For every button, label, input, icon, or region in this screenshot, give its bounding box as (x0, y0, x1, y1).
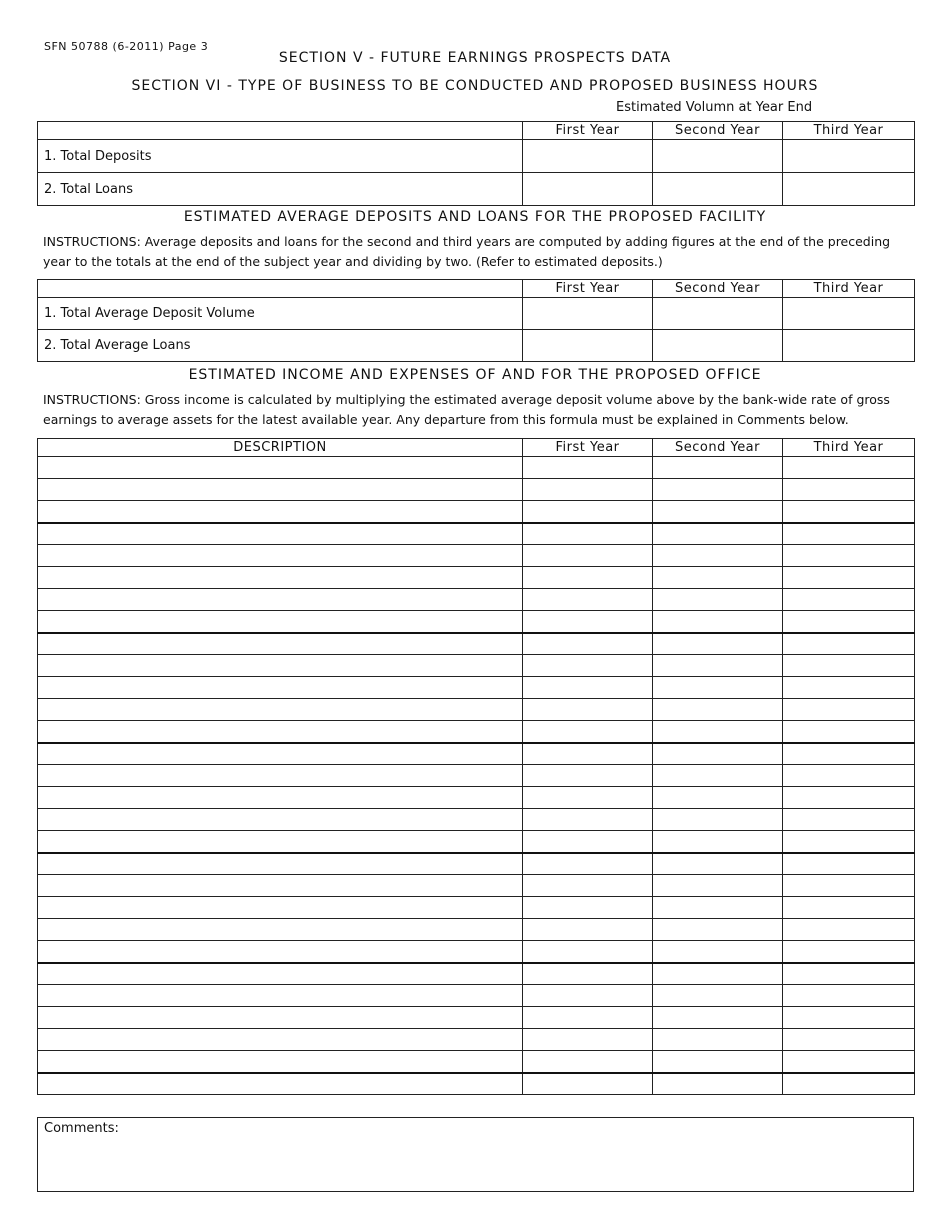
third-year-field[interactable] (783, 457, 915, 479)
description-field[interactable] (38, 677, 523, 699)
first-year-field[interactable] (523, 633, 653, 655)
third-year-field[interactable] (783, 655, 915, 677)
first-year-field[interactable] (523, 1007, 653, 1029)
third-year-field[interactable] (783, 875, 915, 897)
description-field[interactable] (38, 853, 523, 875)
third-year-field[interactable] (783, 985, 915, 1007)
description-field[interactable] (38, 831, 523, 853)
description-field[interactable] (38, 875, 523, 897)
first-year-field[interactable] (523, 941, 653, 963)
second-year-field[interactable] (653, 963, 783, 985)
description-field[interactable] (38, 919, 523, 941)
description-field[interactable] (38, 545, 523, 567)
first-year-field[interactable] (523, 567, 653, 589)
second-year-field[interactable] (653, 721, 783, 743)
income-section-title: ESTIMATED INCOME AND EXPENSES OF AND FOR THE PROPOSED OFFICE (188, 367, 762, 383)
second-year-field[interactable] (653, 853, 783, 875)
third-year-field[interactable] (783, 677, 915, 699)
header-description: DESCRIPTION (38, 439, 523, 457)
third-year-field[interactable] (783, 567, 915, 589)
avg-instructions: INSTRUCTIONS: Average deposits and loans for the second and third years are computed by adding figures at the end of the preceding year to the totals at the end of the subject year and dividing by two. (Refer to estimated deposits.) (43, 234, 891, 269)
header-blank (38, 280, 523, 298)
third-year-field[interactable] (783, 853, 915, 875)
third-year-field[interactable] (783, 831, 915, 853)
table-row (38, 1029, 915, 1051)
table-row (38, 699, 915, 721)
table-row (38, 479, 915, 501)
second-year-field[interactable] (653, 875, 783, 897)
third-year-field[interactable] (783, 633, 915, 655)
second-year-field[interactable] (653, 479, 783, 501)
row-label-avg-deposit-volume: 1. Total Average Deposit Volume (38, 298, 523, 330)
header-first-year: First Year (523, 122, 653, 140)
comments-label: Comments: (44, 1121, 119, 1136)
description-field[interactable] (38, 501, 523, 523)
table-row (38, 523, 915, 545)
second-year-field[interactable] (653, 589, 783, 611)
second-year-field[interactable] (653, 765, 783, 787)
second-year-field[interactable] (653, 787, 783, 809)
second-year-field[interactable] (653, 743, 783, 765)
description-field[interactable] (38, 523, 523, 545)
table-row (38, 589, 915, 611)
third-year-field[interactable] (783, 523, 915, 545)
second-year-field[interactable] (653, 1051, 783, 1073)
table-row (38, 963, 915, 985)
row-label-total-loans: 2. Total Loans (38, 173, 523, 206)
avg-loans-second-year-field[interactable] (653, 330, 783, 362)
third-year-field[interactable] (783, 919, 915, 941)
table-row (38, 985, 915, 1007)
first-year-field[interactable] (523, 919, 653, 941)
table-row (38, 875, 915, 897)
table-row (38, 743, 915, 765)
first-year-field[interactable] (523, 787, 653, 809)
third-year-field[interactable] (783, 1007, 915, 1029)
first-year-field[interactable] (523, 457, 653, 479)
total-deposits-third-year-field[interactable] (783, 140, 915, 173)
header-second-year: Second Year (653, 439, 783, 457)
third-year-field[interactable] (783, 1073, 915, 1095)
first-year-field[interactable] (523, 589, 653, 611)
first-year-field[interactable] (523, 479, 653, 501)
table-row (38, 1051, 915, 1073)
description-field[interactable] (38, 743, 523, 765)
first-year-field[interactable] (523, 721, 653, 743)
table-row (38, 1073, 915, 1095)
description-field[interactable] (38, 1029, 523, 1051)
comments-box[interactable] (37, 1117, 914, 1192)
income-instructions: INSTRUCTIONS: Gross income is calculated by multiplying the estimated average deposit volume above by the bank-wide rate of gross earnings to average assets for the latest available year. Any departure from this formula must be explained in Comments below. (43, 392, 890, 427)
table-row (38, 545, 915, 567)
third-year-field[interactable] (783, 743, 915, 765)
description-field[interactable] (38, 963, 523, 985)
volume-table (37, 121, 915, 206)
avg-deposit-third-year-field[interactable] (783, 298, 915, 330)
third-year-field[interactable] (783, 1051, 915, 1073)
header-first-year: First Year (523, 439, 653, 457)
table-row (38, 831, 915, 853)
description-field[interactable] (38, 721, 523, 743)
description-field[interactable] (38, 809, 523, 831)
first-year-field[interactable] (523, 765, 653, 787)
table-row (38, 765, 915, 787)
first-year-field[interactable] (523, 1051, 653, 1073)
first-year-field[interactable] (523, 743, 653, 765)
first-year-field[interactable] (523, 831, 653, 853)
header-second-year: Second Year (653, 122, 783, 140)
header-second-year: Second Year (653, 280, 783, 298)
section-v-title: SECTION V - FUTURE EARNINGS PROSPECTS DATA (278, 50, 672, 66)
first-year-field[interactable] (523, 1029, 653, 1051)
first-year-field[interactable] (523, 1073, 653, 1095)
income-expense-table (37, 438, 915, 1095)
table-row (38, 941, 915, 963)
second-year-field[interactable] (653, 809, 783, 831)
second-year-field[interactable] (653, 1007, 783, 1029)
description-field[interactable] (38, 1051, 523, 1073)
third-year-field[interactable] (783, 1029, 915, 1051)
volume-caption: Estimated Volumn at Year End (616, 100, 813, 115)
second-year-field[interactable] (653, 897, 783, 919)
header-third-year: Third Year (783, 439, 915, 457)
description-field[interactable] (38, 1007, 523, 1029)
second-year-field[interactable] (653, 919, 783, 941)
third-year-field[interactable] (783, 809, 915, 831)
header-first-year: First Year (523, 280, 653, 298)
first-year-field[interactable] (523, 897, 653, 919)
first-year-field[interactable] (523, 501, 653, 523)
second-year-field[interactable] (653, 1073, 783, 1095)
second-year-field[interactable] (653, 611, 783, 633)
third-year-field[interactable] (783, 963, 915, 985)
avg-deposit-second-year-field[interactable] (653, 298, 783, 330)
third-year-field[interactable] (783, 699, 915, 721)
second-year-field[interactable] (653, 501, 783, 523)
second-year-field[interactable] (653, 567, 783, 589)
second-year-field[interactable] (653, 633, 783, 655)
table-row (38, 853, 915, 875)
table-row (38, 677, 915, 699)
third-year-field[interactable] (783, 611, 915, 633)
second-year-field[interactable] (653, 831, 783, 853)
description-field[interactable] (38, 765, 523, 787)
table-row (38, 919, 915, 941)
table-row (38, 787, 915, 809)
table-row (38, 655, 915, 677)
avg-deposit-first-year-field[interactable] (523, 298, 653, 330)
total-loans-first-year-field[interactable] (523, 173, 653, 206)
third-year-field[interactable] (783, 787, 915, 809)
header-third-year: Third Year (783, 122, 915, 140)
third-year-field[interactable] (783, 897, 915, 919)
avg-loans-first-year-field[interactable] (523, 330, 653, 362)
third-year-field[interactable] (783, 501, 915, 523)
description-field[interactable] (38, 699, 523, 721)
table-row (38, 567, 915, 589)
first-year-field[interactable] (523, 699, 653, 721)
first-year-field[interactable] (523, 523, 653, 545)
first-year-field[interactable] (523, 809, 653, 831)
third-year-field[interactable] (783, 479, 915, 501)
second-year-field[interactable] (653, 457, 783, 479)
second-year-field[interactable] (653, 699, 783, 721)
first-year-field[interactable] (523, 545, 653, 567)
third-year-field[interactable] (783, 941, 915, 963)
avg-loans-third-year-field[interactable] (783, 330, 915, 362)
avg-section-title: ESTIMATED AVERAGE DEPOSITS AND LOANS FOR THE PROPOSED FACILITY (183, 209, 767, 225)
second-year-field[interactable] (653, 677, 783, 699)
description-field[interactable] (38, 567, 523, 589)
description-field[interactable] (38, 897, 523, 919)
description-field[interactable] (38, 479, 523, 501)
description-field[interactable] (38, 941, 523, 963)
second-year-field[interactable] (653, 655, 783, 677)
total-deposits-first-year-field[interactable] (523, 140, 653, 173)
table-row (38, 721, 915, 743)
first-year-field[interactable] (523, 655, 653, 677)
second-year-field[interactable] (653, 523, 783, 545)
table-row (38, 457, 915, 479)
second-year-field[interactable] (653, 1029, 783, 1051)
total-deposits-second-year-field[interactable] (653, 140, 783, 173)
section-vi-title: SECTION VI - TYPE OF BUSINESS TO BE CONDUCTED AND PROPOSED BUSINESS HOURS (131, 78, 819, 94)
table-row (38, 897, 915, 919)
total-loans-third-year-field[interactable] (783, 173, 915, 206)
third-year-field[interactable] (783, 765, 915, 787)
table-row (38, 633, 915, 655)
total-loans-second-year-field[interactable] (653, 173, 783, 206)
second-year-field[interactable] (653, 941, 783, 963)
row-label-avg-loans: 2. Total Average Loans (38, 330, 523, 362)
description-field[interactable] (38, 1073, 523, 1095)
third-year-field[interactable] (783, 721, 915, 743)
description-field[interactable] (38, 611, 523, 633)
description-field[interactable] (38, 985, 523, 1007)
second-year-field[interactable] (653, 545, 783, 567)
table-row (38, 611, 915, 633)
table-row (38, 809, 915, 831)
second-year-field[interactable] (653, 985, 783, 1007)
description-field[interactable] (38, 633, 523, 655)
description-field[interactable] (38, 589, 523, 611)
header-third-year: Third Year (783, 280, 915, 298)
row-label-total-deposits: 1. Total Deposits (38, 140, 523, 173)
first-year-field[interactable] (523, 853, 653, 875)
table-row (38, 501, 915, 523)
third-year-field[interactable] (783, 589, 915, 611)
form-number: SFN 50788 (6-2011) Page 3 (44, 40, 209, 53)
first-year-field[interactable] (523, 963, 653, 985)
third-year-field[interactable] (783, 545, 915, 567)
description-field[interactable] (38, 655, 523, 677)
first-year-field[interactable] (523, 875, 653, 897)
table-row (38, 1007, 915, 1029)
description-field[interactable] (38, 787, 523, 809)
first-year-field[interactable] (523, 677, 653, 699)
first-year-field[interactable] (523, 985, 653, 1007)
description-field[interactable] (38, 457, 523, 479)
first-year-field[interactable] (523, 611, 653, 633)
header-blank (38, 122, 523, 140)
average-table (37, 279, 915, 362)
